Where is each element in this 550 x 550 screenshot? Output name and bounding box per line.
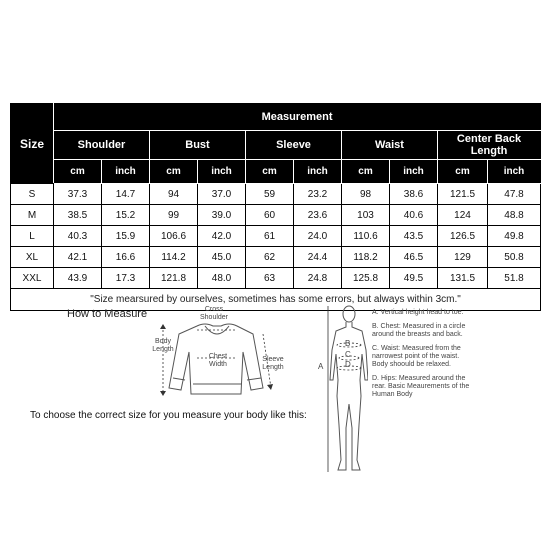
unit-header: cm [438, 160, 488, 184]
table-cell: 17.3 [102, 268, 150, 289]
table-cell: 126.5 [438, 226, 488, 247]
measurement-note: "Size mearsured by ourselves, sometimes has some errors, but always within 3cm." [11, 289, 541, 311]
table-cell: 63 [246, 268, 294, 289]
body-letter-b: B [345, 339, 351, 348]
table-cell: 60 [246, 205, 294, 226]
measurement-header: Measurement [54, 104, 541, 131]
head-outline [343, 306, 355, 322]
group-header-sleeve: Sleeve [246, 131, 342, 160]
table-cell: 131.5 [438, 268, 488, 289]
table-cell: 16.6 [102, 247, 150, 268]
legend-item-a: A. Vertical height head to toe. [372, 309, 464, 316]
table-cell: 37.3 [54, 184, 102, 205]
table-cell: 125.8 [342, 268, 390, 289]
table-cell: 48.8 [488, 205, 541, 226]
table-cell: 48.0 [198, 268, 246, 289]
group-header-waist: Waist [342, 131, 438, 160]
body-legend [372, 309, 472, 399]
table-cell: 129 [438, 247, 488, 268]
size-cell: L [11, 226, 54, 247]
table-row [11, 247, 541, 268]
table-cell: 37.0 [198, 184, 246, 205]
table-cell: 61 [246, 226, 294, 247]
how-to-measure-title: How to Measure [67, 308, 148, 320]
cross-shoulder-label: Cross Shoulder [199, 306, 229, 321]
table-cell: 103 [342, 205, 390, 226]
table-cell: 51.8 [488, 268, 541, 289]
sleeve-length-label: Sleeve Length [262, 356, 284, 371]
size-cell: M [11, 205, 54, 226]
unit-header: inch [102, 160, 150, 184]
table-cell: 24.4 [294, 247, 342, 268]
group-header-bust: Bust [150, 131, 246, 160]
size-cell: S [11, 184, 54, 205]
unit-header: inch [198, 160, 246, 184]
table-cell: 98 [342, 184, 390, 205]
table-cell: 99 [150, 205, 198, 226]
table-cell: 106.6 [150, 226, 198, 247]
table-cell: 114.2 [150, 247, 198, 268]
group-header-shoulder: Shoulder [54, 131, 150, 160]
legend-item-b: B. Chest: Measured in a circle around the breasts and back. [372, 323, 466, 338]
table-cell: 42.1 [54, 247, 102, 268]
unit-header: cm [246, 160, 294, 184]
table-cell: 45.0 [198, 247, 246, 268]
table-cell: 24.8 [294, 268, 342, 289]
table-row [11, 184, 541, 205]
table-cell: 40.3 [54, 226, 102, 247]
table-cell: 43.9 [54, 268, 102, 289]
table-cell: 23.2 [294, 184, 342, 205]
table-cell: 42.0 [198, 226, 246, 247]
table-row [11, 205, 541, 226]
unit-header: inch [488, 160, 541, 184]
size-cell: XXL [11, 268, 54, 289]
size-chart-table [10, 103, 541, 311]
table-cell: 39.0 [198, 205, 246, 226]
table-cell: 15.9 [102, 226, 150, 247]
table-cell: 15.2 [102, 205, 150, 226]
table-cell: 50.8 [488, 247, 541, 268]
table-cell: 40.6 [390, 205, 438, 226]
table-row [11, 226, 541, 247]
size-cell: XL [11, 247, 54, 268]
human-body-diagram [318, 300, 368, 485]
table-cell: 124 [438, 205, 488, 226]
unit-header: inch [294, 160, 342, 184]
legend-item-c: C. Waist: Measured from the narrowest point of the waist. Body shoould be relaxed. [372, 345, 461, 368]
body-letter-c: C [345, 350, 351, 359]
table-cell: 94 [150, 184, 198, 205]
body-letter-d: D [345, 360, 351, 369]
table-cell: 23.6 [294, 205, 342, 226]
table-cell: 118.2 [342, 247, 390, 268]
unit-header: cm [342, 160, 390, 184]
table-cell: 14.7 [102, 184, 150, 205]
instruction-text: To choose the correct size for you measure your body like this: [30, 410, 307, 421]
table-cell: 49.8 [488, 226, 541, 247]
body-length-label: Body Length [152, 338, 174, 353]
table-row [11, 268, 541, 289]
size-header: Size [11, 104, 54, 184]
table-cell: 43.5 [390, 226, 438, 247]
unit-header: cm [150, 160, 198, 184]
group-header-center-back-length: Center Back Length [438, 131, 541, 160]
body-letter-a: A [318, 362, 324, 371]
table-cell: 59 [246, 184, 294, 205]
table-cell: 47.8 [488, 184, 541, 205]
unit-header: inch [390, 160, 438, 184]
table-cell: 38.5 [54, 205, 102, 226]
legend-item-d: D. Hips: Measured around the rear. Basic Meaurements of the Human Body [372, 375, 470, 398]
table-cell: 121.8 [150, 268, 198, 289]
table-cell: 49.5 [390, 268, 438, 289]
table-cell: 24.0 [294, 226, 342, 247]
table-cell: 110.6 [342, 226, 390, 247]
table-cell: 121.5 [438, 184, 488, 205]
chest-width-label: Chest Width [208, 353, 228, 368]
table-cell: 38.6 [390, 184, 438, 205]
table-cell: 46.5 [390, 247, 438, 268]
unit-header: cm [54, 160, 102, 184]
table-cell: 62 [246, 247, 294, 268]
